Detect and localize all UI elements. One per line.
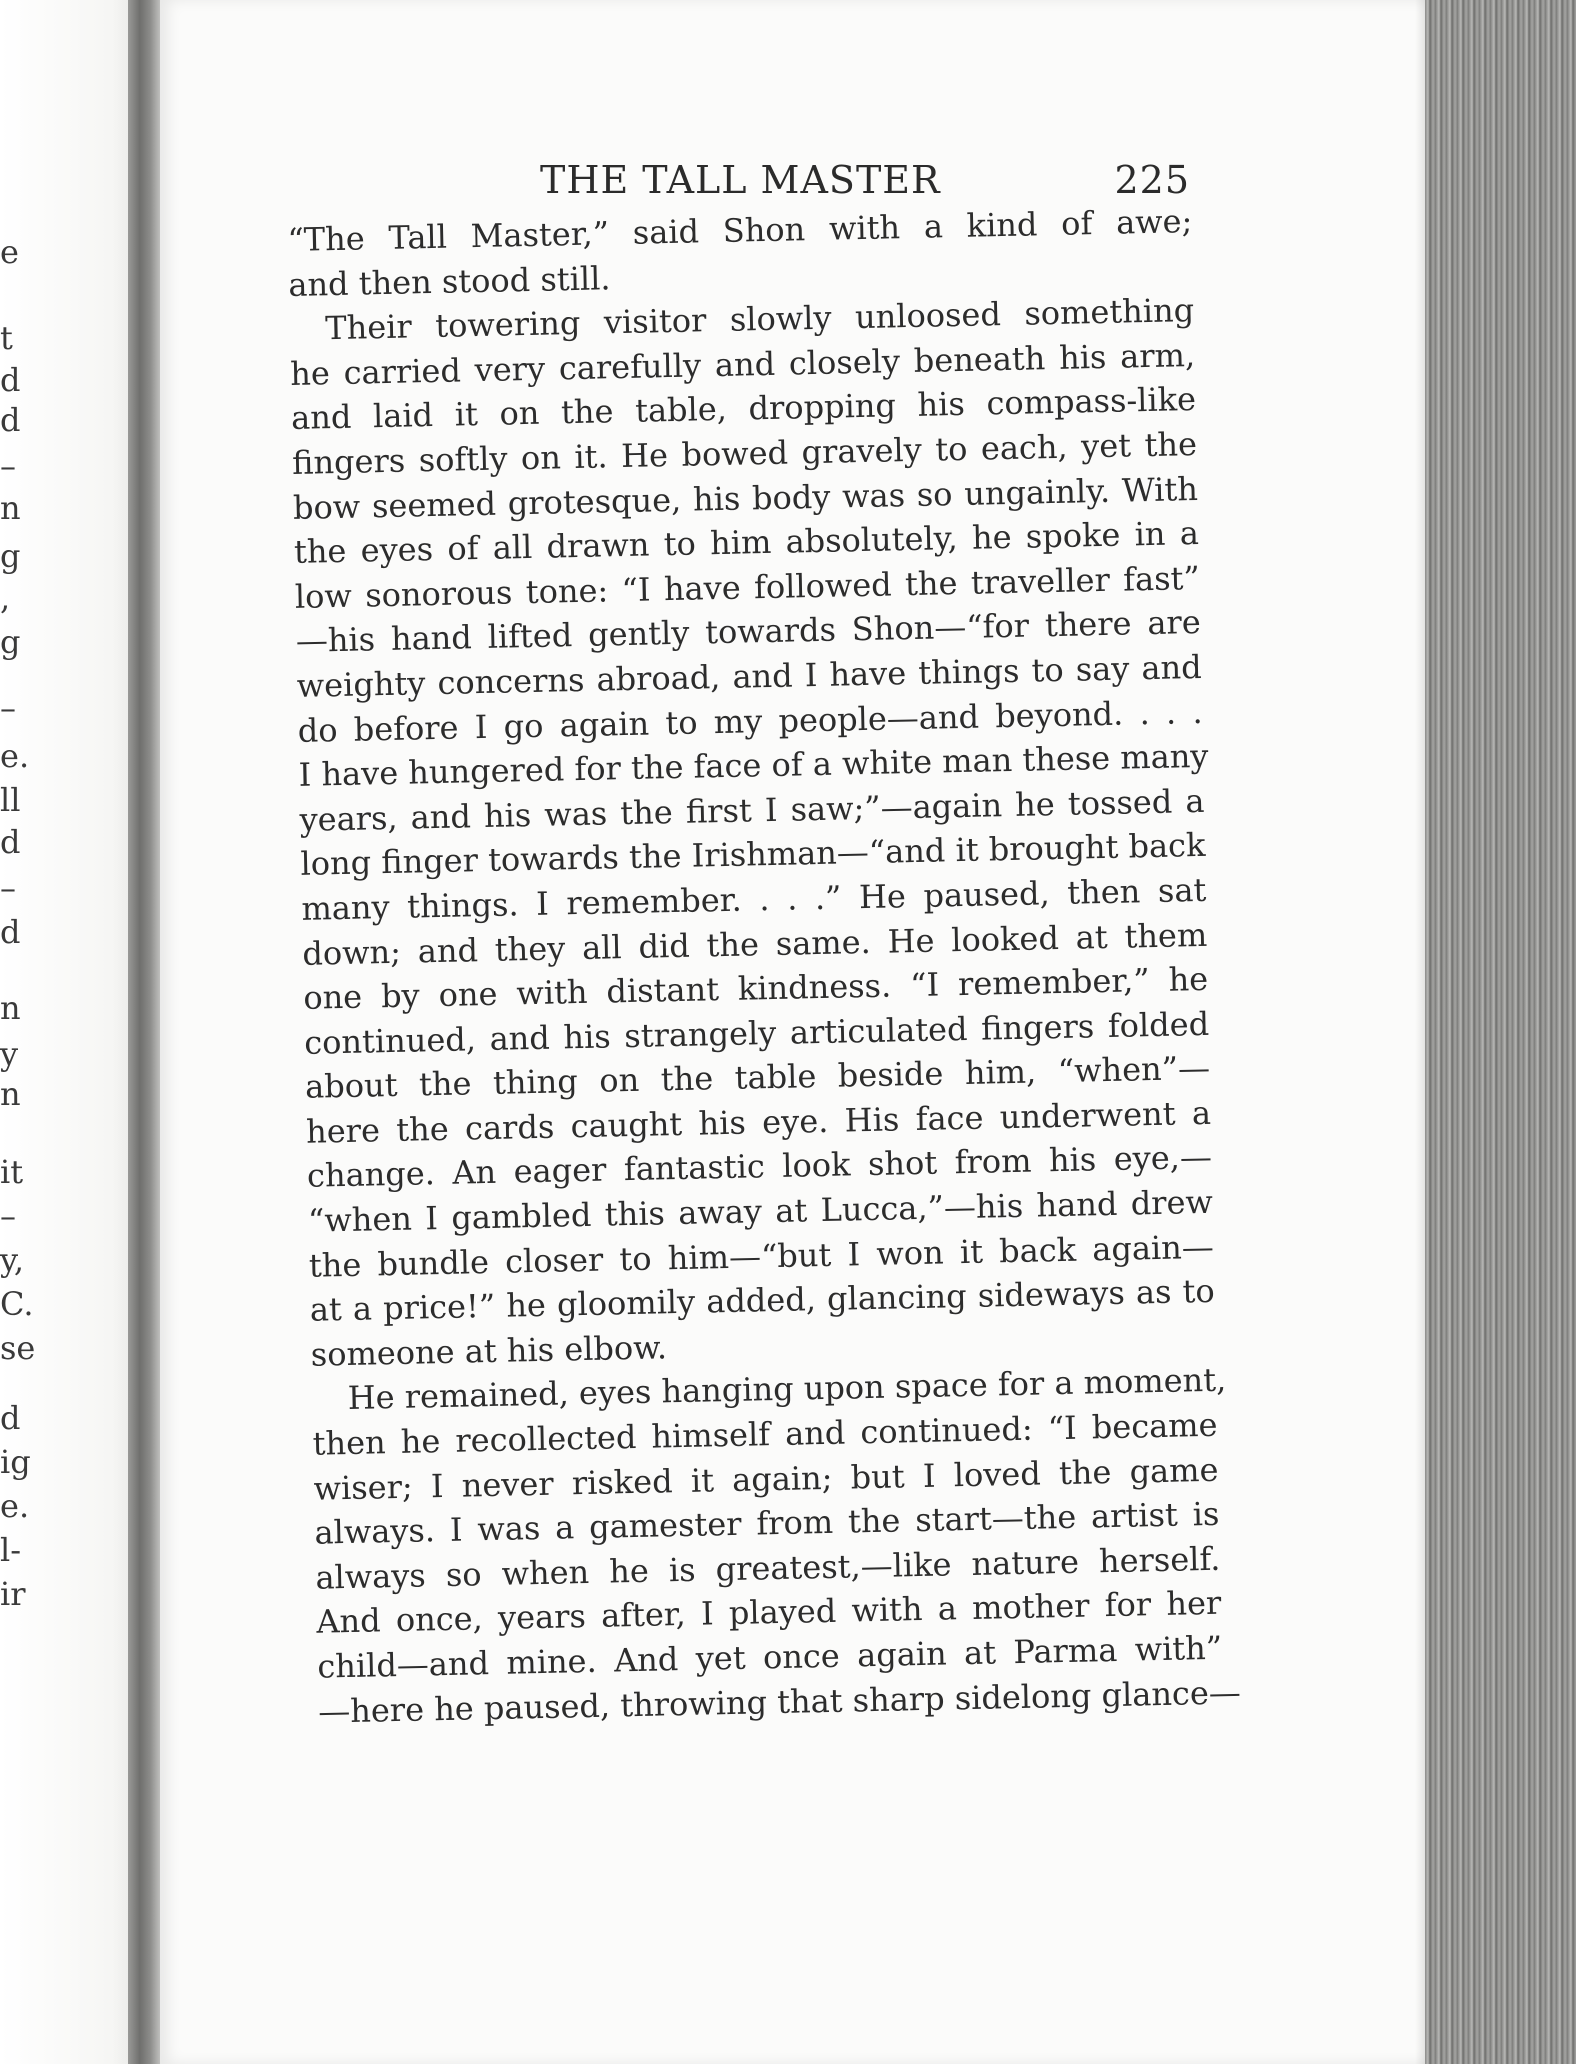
text-line: He remained, eyes hanging upon space for a moment, xyxy=(347,1361,1227,1418)
text-line: low sonorous tone: “I have followed the traveller fast” xyxy=(294,558,1201,616)
text-line: I have hungered for the face of a white man these many xyxy=(298,736,1209,794)
prev-page-fragment: e. xyxy=(0,1487,30,1525)
text-line: long finger towards the Irishman—“and it brought back xyxy=(300,826,1206,884)
text-line: years, and his was the first I saw;”—again he tossed a xyxy=(299,781,1205,839)
text-line: continued, and his strangely articulated fingers folded xyxy=(303,1004,1210,1062)
prev-page-fragment: se xyxy=(0,1329,36,1367)
text-line: one by one with distant kindness. “I remember,” he xyxy=(302,959,1209,1017)
text-line: about the thing on the table beside him, “when”— xyxy=(304,1049,1211,1107)
text-line: Their towering visitor slowly unloosed something xyxy=(324,291,1195,348)
prev-page-fragment: g xyxy=(0,623,21,661)
paragraph xyxy=(311,1358,1242,1734)
text-line: do before I go again to my people—and beyond. . . . xyxy=(297,692,1203,750)
prev-page-fragment: ll xyxy=(0,781,21,819)
prev-page-fragment: n xyxy=(0,1075,21,1113)
text-line: down; and they all did the same. He looked at them xyxy=(302,915,1208,973)
page-number: 225 xyxy=(1114,158,1190,202)
prev-page-fragment: d xyxy=(0,361,21,399)
text-line: many things. I remember. . . .” He paused, then sat xyxy=(301,870,1207,928)
prev-page-fragment: – xyxy=(0,689,16,727)
prev-page-fragment: g xyxy=(0,537,21,575)
prev-page-fragment: e. xyxy=(0,737,30,775)
paragraph xyxy=(289,288,1216,1377)
prev-page-fragment: y, xyxy=(0,1241,24,1279)
text-line: he carried very carefully and closely beneath his arm, xyxy=(289,335,1196,393)
text-line: the eyes of all drawn to him absolutely, he spoke in a xyxy=(293,514,1200,572)
text-line: wiser; I never risked it again; but I loved the game xyxy=(313,1450,1219,1508)
prev-page-fragment: n xyxy=(0,989,21,1027)
prev-page-fragment: d xyxy=(0,823,21,861)
text-line: weighty concerns abroad, and I have things to say and xyxy=(296,647,1202,705)
previous-page-fragments xyxy=(0,0,40,2064)
prev-page-fragment: – xyxy=(0,1197,16,1235)
text-line: child—and mine. And yet once again at Parma with” xyxy=(316,1628,1223,1686)
page-stack-edge xyxy=(1425,0,1576,2064)
prev-page-fragment: d xyxy=(0,401,21,439)
prev-page-fragment: l- xyxy=(0,1531,22,1569)
prev-page-fragment: d xyxy=(0,913,21,951)
prev-page-fragment: y xyxy=(0,1035,19,1073)
prev-page-fragment: C. xyxy=(0,1285,34,1323)
prev-page-fragment: – xyxy=(0,447,16,485)
prev-page-fragment: t xyxy=(0,319,13,357)
prev-page-fragment: n xyxy=(0,489,21,527)
text-line: always. I was a gamester from the start—the artist is xyxy=(314,1494,1220,1552)
book-gutter xyxy=(128,0,162,2064)
prev-page-fragment: e xyxy=(0,233,19,271)
prev-page-fragment: d xyxy=(0,1399,21,1437)
text-line: change. An eager fantastic look shot from his eye,— xyxy=(306,1138,1213,1196)
prev-page-fragment: it xyxy=(0,1153,24,1191)
text-line: —his hand lifted gently towards Shon—“for there are xyxy=(295,603,1202,661)
text-line: “when I gambled this away at Lucca,”—his hand drew xyxy=(307,1182,1214,1240)
text-line: at a price!” he gloomily added, glancing sideways as to xyxy=(309,1272,1216,1330)
text-line: fingers softly on it. He bowed gravely to each, yet the xyxy=(291,424,1198,482)
text-line: then he recollected himself and continued: “I became xyxy=(312,1405,1218,1463)
text-line: bow seemed grotesque, his body was so ungainly. With xyxy=(292,469,1199,527)
prev-page-fragment: – xyxy=(0,869,16,907)
text-line: someone at his elbow. xyxy=(310,1328,668,1374)
text-line: here the cards caught his eye. His face underwent a xyxy=(305,1093,1212,1151)
text-line: And once, years after, I played with a mother for her xyxy=(316,1584,1222,1642)
text-line: the bundle closer to him—“but I won it back again— xyxy=(308,1227,1215,1285)
text-line: “The Tall Master,” said Shon with a kind of awe; xyxy=(287,202,1193,259)
text-line: and then stood still. xyxy=(287,258,611,304)
running-header-title: THE TALL MASTER xyxy=(540,158,941,202)
prev-page-fragment: ir xyxy=(0,1575,26,1613)
prev-page-fragment: , xyxy=(0,579,11,617)
prev-page-fragment: ig xyxy=(0,1443,31,1481)
body-text xyxy=(287,199,1242,1734)
text-line: always so when he is greatest,—like nature herself. xyxy=(315,1539,1221,1597)
text-line: and laid it on the table, dropping his compass-like xyxy=(290,380,1197,438)
text-line: —here he paused, throwing that sharp sidelong glance— xyxy=(317,1672,1242,1731)
